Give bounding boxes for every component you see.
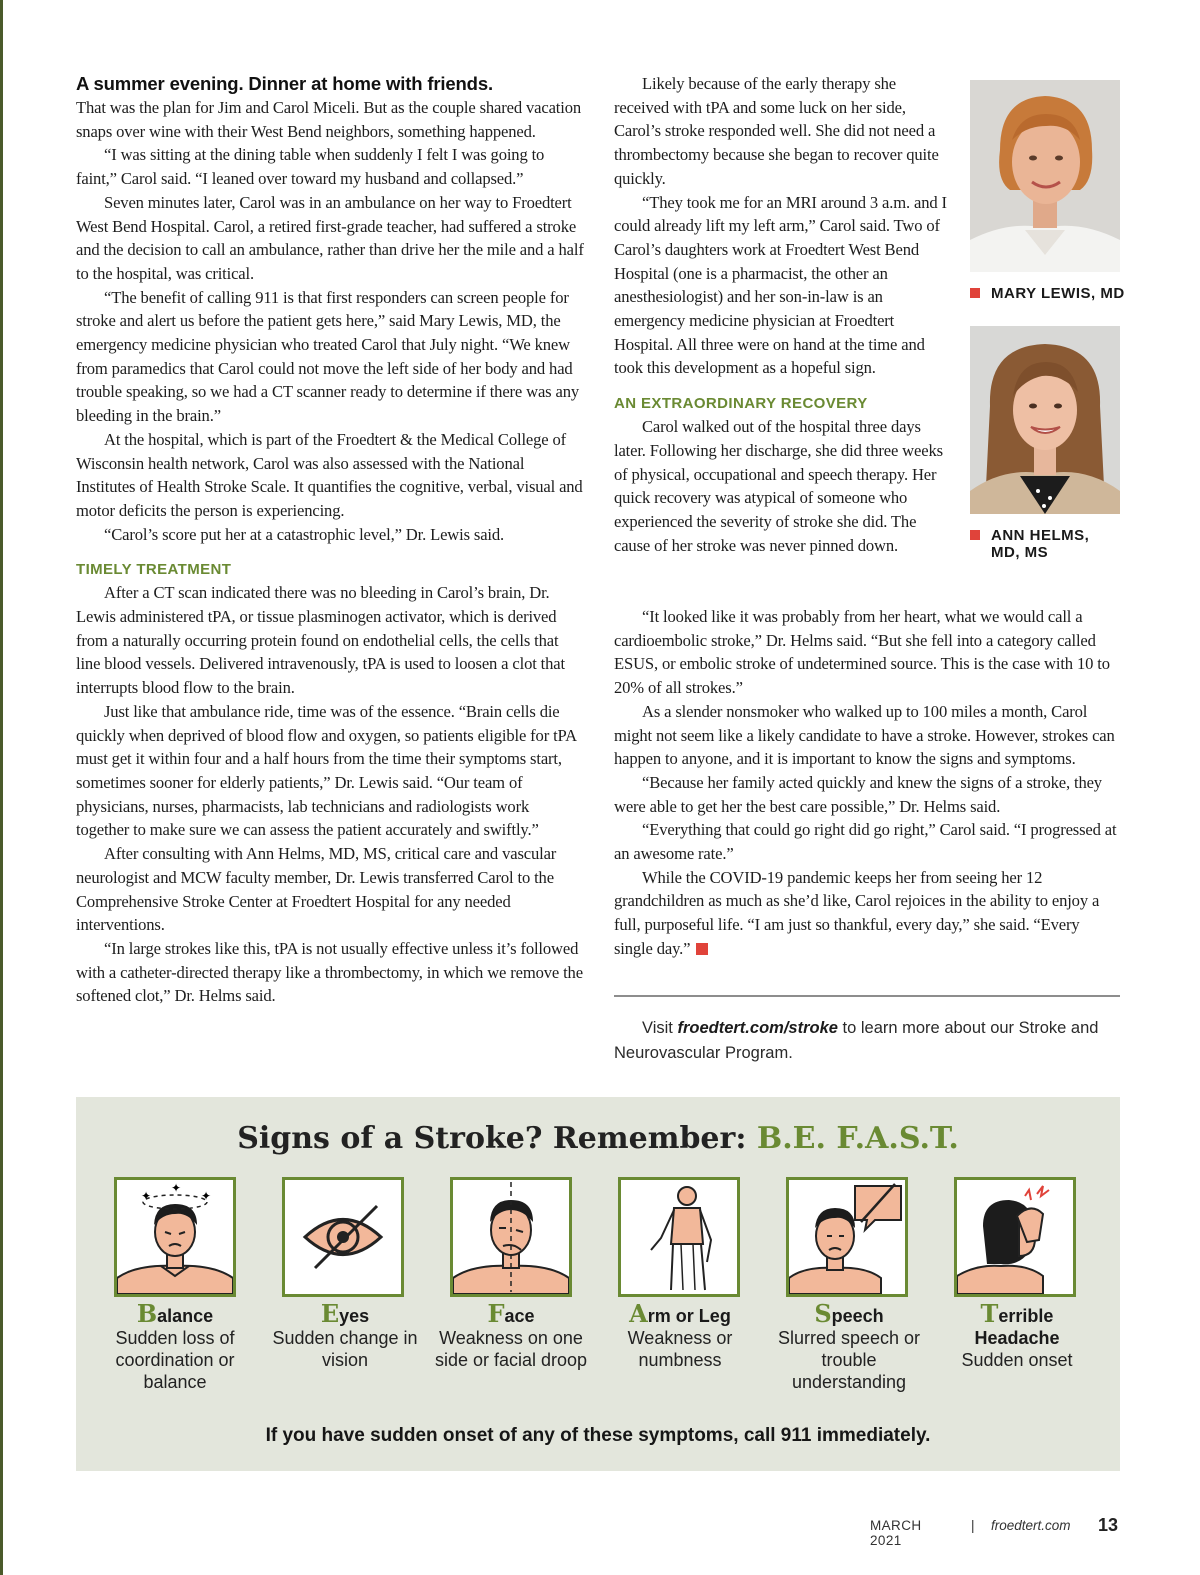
befast-item-initial: S	[814, 1299, 832, 1328]
caption-mary-lewis	[970, 285, 1150, 305]
befast-item-initial: B	[136, 1299, 158, 1328]
visit-link[interactable]: froedtert.com/stroke	[677, 1019, 838, 1037]
footer-separator: |	[971, 1518, 975, 1533]
paragraph	[614, 866, 1120, 961]
befast-item-terrible-headache	[932, 1299, 1102, 1371]
article-lead: A summer evening. Dinner at home with friends.	[76, 73, 493, 94]
divider	[614, 995, 1120, 997]
befast-item-arm-or-leg	[595, 1299, 765, 1371]
right-column-narrow	[614, 72, 950, 557]
svg-text:✦: ✦	[141, 1189, 152, 1203]
befast-title-prefix: Signs of a Stroke? Remember:	[237, 1121, 757, 1156]
end-mark-icon	[696, 943, 708, 955]
befast-item-desc: Weakness or numbness	[627, 1328, 733, 1370]
caption-text-line1: ANN HELMS,	[991, 527, 1090, 544]
befast-item-desc: Sudden change in vision	[272, 1328, 418, 1370]
befast-item-rest: ace	[504, 1306, 535, 1326]
svg-text:✦: ✦	[171, 1181, 182, 1195]
face-droop-icon	[450, 1177, 572, 1297]
befast-title	[76, 1121, 1120, 1156]
befast-item-eyes	[260, 1299, 430, 1371]
befast-item-desc: Sudden onset	[961, 1350, 1073, 1370]
befast-item-initial: F	[487, 1299, 505, 1328]
caption-text: MARY LEWIS, MD	[991, 285, 1125, 302]
paragraph: As a slender nonsmoker who walked up to 100 miles a month, Carol might not seem like a likely candidate to have a stroke. However, strokes can happen to anyone, and it is important to know the signs and symptoms.	[614, 701, 1115, 769]
paragraph: Likely because of the early therapy she received with tPA and some luck on her side, Carol’s stroke responded well. She did not need a thrombectomy because she began to recover quite quickly.	[614, 74, 939, 188]
befast-item-rest: errible	[998, 1306, 1054, 1326]
crossed-eye-icon	[282, 1177, 404, 1297]
caption-ann-helms	[970, 527, 1150, 565]
paragraph: “In large strokes like this, tPA is not usually effective unless it’s followed with a catheter-directed therapy like a thrombectomy, in which we remove the softened clot,” Dr. Helms said.	[76, 938, 583, 1006]
paragraph: That was the plan for Jim and Carol Miceli. But as the couple shared vacation snaps over wine with their West Bend neighbors, something happened.	[76, 98, 582, 141]
headache-icon	[954, 1177, 1076, 1297]
befast-footer: If you have sudden onset of any of these symptoms, call 911 immediately.	[265, 1425, 931, 1446]
befast-item-rest: peech	[831, 1306, 884, 1326]
befast-item-name	[260, 1299, 430, 1328]
paragraph: At the hospital, which is part of the Froedtert & the Medical College of Wisconsin health network, Carol was also assessed with the National Institutes of Health Stroke Scale. It quantifies the cognitive, verbal, visual and motor deficits the person is experiencing.	[76, 429, 583, 520]
photo-mary-lewis	[970, 80, 1120, 272]
paragraph: After a CT scan indicated there was no bleeding in Carol’s brain, Dr. Lewis administered tPA, or tissue plasminogen activator, which is derived from a naturally occurring protein found on endothelial cells, the cells that line blood vessels. Delivered intravenously, tPA is used to loosen a clot that interrupts blood flow to the brain.	[76, 583, 565, 698]
befast-item-desc: Sudden loss of coordination or balance	[115, 1328, 235, 1392]
speech-bubble-crossed-icon	[786, 1177, 908, 1297]
left-column	[76, 72, 584, 1008]
page-edge	[0, 0, 3, 1575]
befast-item-name	[426, 1299, 596, 1328]
dizzy-head-icon	[114, 1177, 236, 1297]
page-number: 13	[1098, 1515, 1119, 1535]
portrait-icon	[970, 326, 1120, 514]
footer-date: MARCH 2021	[870, 1518, 922, 1548]
caption-marker-icon	[970, 288, 980, 298]
befast-item-initial: E	[320, 1299, 340, 1328]
paragraph: Just like that ambulance ride, time was of the essence. “Brain cells die quickly when deprived of blood flow and oxygen, so patients eligible for tPA must get it within four and a half hours from the time their symptoms start, sometimes sooner for elderly patients,” Dr. Lewis said. “Our team of physicians, nurses, pharmacists, lab technicians and radiologists work together to make sure we can assess the patient accurately and swiftly.”	[76, 701, 577, 840]
befast-item-speech	[764, 1299, 934, 1393]
section-heading-timely: TIMELY TREATMENT	[76, 561, 232, 579]
befast-item-name	[932, 1299, 1102, 1328]
paragraph: “I was sitting at the dining table when suddenly I felt I was going to faint,” Carol said. “I leaned over toward my husband and collapsed.”	[76, 145, 545, 189]
paragraph: Carol walked out of the hospital three days later. Following her discharge, she did three weeks of physical, occupational and speech therapy. Her quick recovery was atypical of someone who experienced the severity of stroke she did. The cause of her stroke was never pinned down.	[614, 417, 943, 555]
svg-text:✦: ✦	[201, 1189, 212, 1203]
section-heading-recovery: AN EXTRAORDINARY RECOVERY	[614, 395, 868, 413]
right-column-wide	[614, 605, 1120, 961]
visit-callout	[614, 1016, 1120, 1066]
befast-item-rest: yes	[339, 1306, 370, 1326]
befast-item-name	[595, 1299, 765, 1328]
paragraph: After consulting with Ann Helms, MD, MS, critical care and vascular neurologist and MCW faculty member, Dr. Lewis transferred Carol to the Comprehensive Stroke Center at Froedtert Hospital for any needed interventions.	[76, 844, 557, 935]
visit-prefix: Visit	[642, 1019, 678, 1037]
photo-ann-helms	[970, 326, 1120, 514]
portrait-icon	[970, 80, 1120, 272]
befast-item-initial: T	[980, 1299, 999, 1328]
paragraph: Seven minutes later, Carol was in an ambulance on her way to Froedtert West Bend Hospital. Carol, a retired first-grade teacher, had suffered a stroke and the decision to call an ambulance, rather than drive her the mile and a half to the hospital, was critical.	[76, 192, 584, 283]
arm-leg-icon	[618, 1177, 740, 1297]
caption-text-line2: MD, MS	[991, 544, 1049, 561]
caption-marker-icon	[970, 530, 980, 540]
befast-item-name	[90, 1299, 260, 1328]
paragraph: “Because her family acted quickly and knew the signs of a stroke, they were able to get her the best care possible,” Dr. Helms said.	[614, 772, 1102, 816]
befast-item-balance	[90, 1299, 260, 1393]
befast-item-initial: A	[629, 1299, 648, 1328]
paragraph: “The benefit of calling 911 is that first responders can screen people for stroke and alert us before the patient gets here,” said Mary Lewis, MD, the emergency medicine physician who treated Carol that July night. “We knew from paramedics that Carol could not move the left side of her body and had trouble speaking, so we had a CT scanner ready to determine if there was any bleeding in the brain.”	[76, 287, 579, 426]
befast-title-accent: B.E. F.A.S.T.	[756, 1121, 959, 1156]
befast-item-name	[764, 1299, 934, 1328]
footer-site: froedtert.com	[991, 1518, 1071, 1533]
befast-item-desc: Slurred speech or trouble understanding	[777, 1328, 921, 1392]
visit-suffix: to learn more about our Stroke and Neurovascular Program.	[614, 1019, 1099, 1062]
befast-item-rest: alance	[157, 1306, 214, 1326]
paragraph: “Everything that could go right did go right,” Carol said. “I progressed at an awesome rate.”	[614, 820, 1117, 864]
paragraph-text: While the COVID-19 pandemic keeps her from seeing her 12 grandchildren as much as she’d like, Carol rejoices in the ability to enjoy a full, purposeful life. “I am just so thankful, every day,” she said. “Every single day.”	[614, 867, 1100, 958]
befast-item-name-line2: Headache	[974, 1328, 1060, 1348]
befast-panel	[76, 1097, 1120, 1471]
paragraph: “They took me for an MRI around 3 a.m. and I could already lift my left arm,” Carol said. Two of Carol’s daughters work at Froedtert West Bend Hospital (one is a pharmacist, the other an anesthesiologist) and her son-in-law is an emergency medicine physician at Froedtert Hospital. All three were on hand at the time and took this development as a hopeful sign.	[614, 192, 947, 378]
befast-item-rest: rm or Leg	[647, 1306, 731, 1326]
befast-item-desc: Weakness on one side or facial droop	[434, 1328, 588, 1370]
befast-item-face	[426, 1299, 596, 1371]
paragraph: “It looked like it was probably from her heart, what we would call a cardioembolic stroke,” Dr. Helms said. “But she fell into a category called ESUS, or embolic stroke of undetermined source. This is the case with 10 to 20% of all strokes.”	[614, 607, 1110, 698]
paragraph: “Carol’s score put her at a catastrophic level,” Dr. Lewis said.	[104, 524, 505, 544]
